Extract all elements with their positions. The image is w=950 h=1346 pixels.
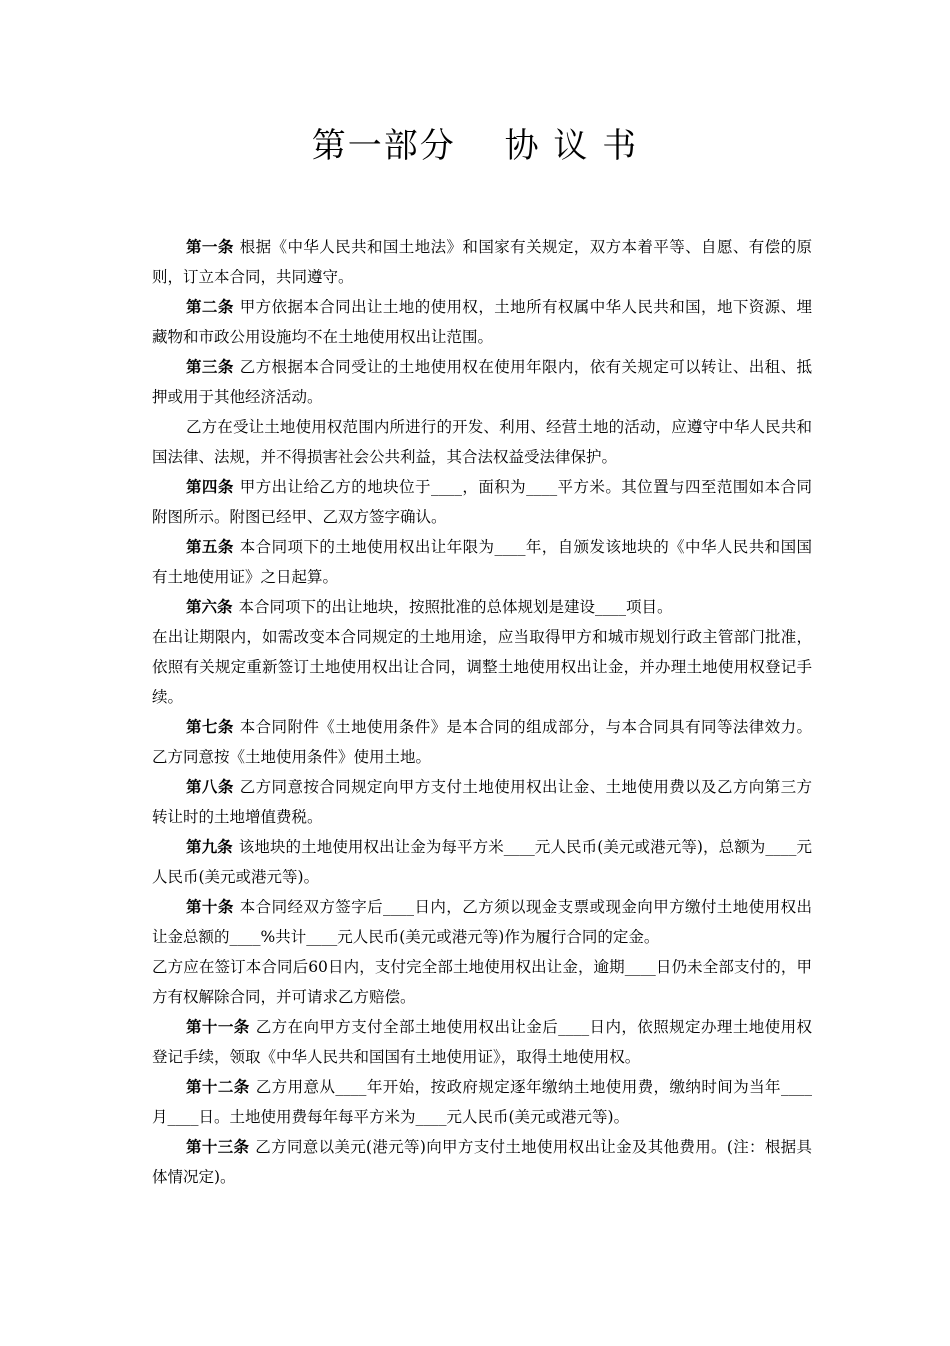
article-text: 本合同附件《土地使用条件》是本合同的组成部分，与本合同具有同等法律效力。乙方同意按《土地使用条件》使用土地。 (152, 718, 812, 766)
article-text: 本合同项下的土地使用权出让年限为____年，自颁发该地块的《中华人民共和国国有土地使用证》之日起算。 (152, 538, 812, 586)
article-label: 第十一条 (186, 1018, 250, 1036)
article-text: 甲方出让给乙方的地块位于____，面积为____平方米。其位置与四至范围如本合同附图所示。附图已经甲、乙双方签字确认。 (152, 478, 812, 526)
article-label: 第十条 (186, 898, 234, 916)
article-paragraph (152, 412, 812, 472)
article-label: 第六条 (186, 598, 233, 616)
article-text: 乙方应在签订本合同后60日内，支付完全部土地使用权出让金，逾期____日仍未全部支付的，甲方有权解除合同，并可请求乙方赔偿。 (152, 958, 812, 1006)
article-text: 在出让期限内，如需改变本合同规定的土地用途，应当取得甲方和城市规划行政主管部门批准，依照有关规定重新签订土地使用权出让合同，调整土地使用权出让金，并办理土地使用权登记手续。 (152, 628, 812, 706)
article-paragraph (152, 352, 812, 412)
article-paragraph (152, 622, 812, 712)
article-paragraph (152, 712, 812, 772)
article-text: 乙方同意以美元(港元等)向甲方支付土地使用权出让金及其他费用。(注：根据具体情况定)。 (152, 1138, 812, 1186)
article-label: 第七条 (186, 718, 234, 736)
article-text: 乙方在向甲方支付全部土地使用权出让金后____日内，依照规定办理土地使用权登记手续，领取《中华人民共和国国有土地使用证》，取得土地使用权。 (152, 1018, 812, 1066)
article-paragraph (152, 1132, 812, 1192)
article-text: 本合同项下的出让地块，按照批准的总体规划是建设____项目。 (238, 598, 673, 616)
article-paragraph (152, 292, 812, 352)
article-label: 第八条 (186, 778, 234, 796)
article-label: 第十二条 (186, 1078, 250, 1096)
article-label: 第四条 (186, 478, 234, 496)
article-text: 根据《中华人民共和国土地法》和国家有关规定，双方本着平等、自愿、有偿的原则，订立本合同，共同遵守。 (152, 238, 812, 286)
article-paragraph (152, 1072, 812, 1132)
article-label: 第十三条 (186, 1138, 250, 1156)
article-paragraph (152, 472, 812, 532)
document-body (152, 232, 812, 1192)
article-label: 第九条 (186, 838, 233, 856)
article-paragraph (152, 892, 812, 952)
article-text: 甲方依据本合同出让土地的使用权，土地所有权属中华人民共和国，地下资源、埋藏物和市政公用设施均不在土地使用权出让范围。 (152, 298, 812, 346)
article-paragraph (152, 592, 812, 622)
article-label: 第五条 (186, 538, 234, 556)
article-text: 乙方在受让土地使用权范围内所进行的开发、利用、经营土地的活动，应遵守中华人民共和国法律、法规，并不得损害社会公共利益，其合法权益受法律保护。 (152, 418, 812, 466)
article-text: 乙方根据本合同受让的土地使用权在使用年限内，依有关规定可以转让、出租、抵押或用于其他经济活动。 (152, 358, 812, 406)
article-text: 该地块的土地使用权出让金为每平方米____元人民币(美元或港元等)，总额为____元人民币(美元或港元等)。 (152, 838, 812, 886)
article-label: 第二条 (186, 298, 234, 316)
article-label: 第三条 (186, 358, 234, 376)
article-text: 乙方用意从____年开始，按政府规定逐年缴纳土地使用费，缴纳时间为当年____月____日。土地使用费每年每平方米为____元人民币(美元或港元等)。 (152, 1078, 812, 1126)
article-paragraph (152, 832, 812, 892)
article-paragraph (152, 532, 812, 592)
article-text: 本合同经双方签字后____日内，乙方须以现金支票或现金向甲方缴付土地使用权出让金总额的____%共计____元人民币(美元或港元等)作为履行合同的定金。 (152, 898, 812, 946)
article-paragraph (152, 952, 812, 1012)
article-paragraph (152, 232, 812, 292)
article-label: 第一条 (186, 238, 234, 256)
article-text: 乙方同意按合同规定向甲方支付土地使用权出让金、土地使用费以及乙方向第三方转让时的土地增值费税。 (152, 778, 812, 826)
article-paragraph (152, 1012, 812, 1072)
article-paragraph (152, 772, 812, 832)
page-title: 第一部分 协 议 书 (311, 126, 639, 166)
